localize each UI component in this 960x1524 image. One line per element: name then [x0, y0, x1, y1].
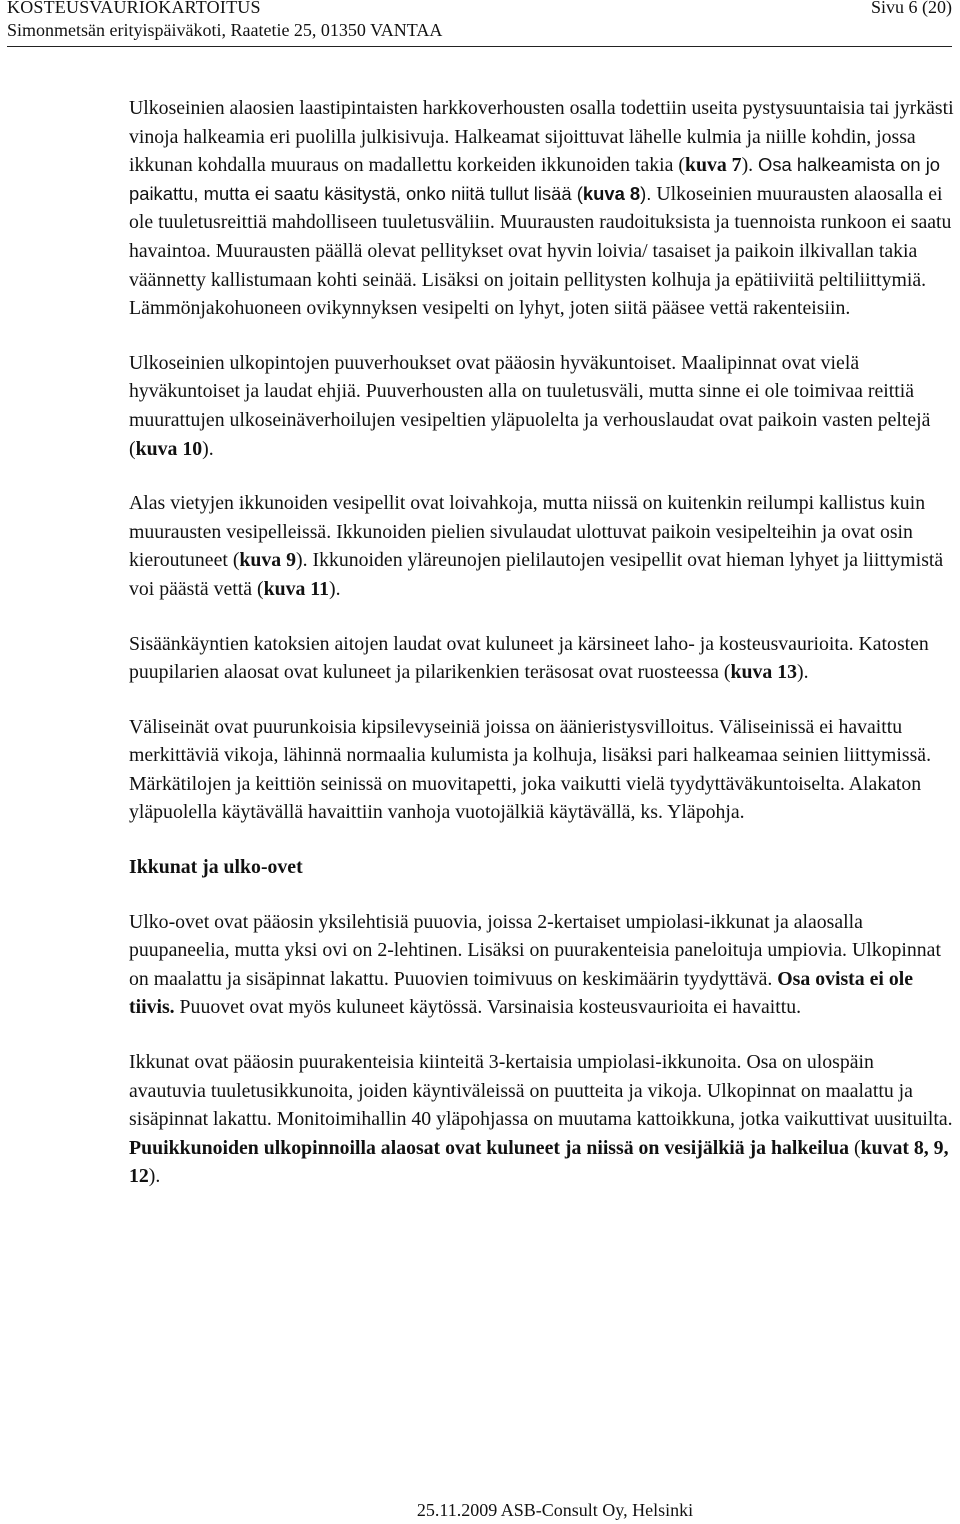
text-run: Ikkunat ovat pääosin puurakenteisia kiinteitä 3-kertaisia umpiolasi-ikkunoita. Osa on ulospäin avautuvia tuuletusikkunoita, joiden käyntiväleissä on puutteita ja vikoja. Ulkopinnat on maalattu ja sisäpinnat lakattu. Monitoimihallin 40 yläpohjassa on muutama kattoikkuna, jotka vaikuttivat uusituilta. [129, 1051, 953, 1131]
text-run: Sisäänkäyntien katoksien aitojen laudat ovat kuluneet ja kärsineet laho- ja kosteusvaurioita. Katosten puupilarien alaosat ovat kuluneet ja pilarikenkien teräsosat ovat ruosteessa ( [129, 632, 929, 684]
text-run: ). [148, 1165, 161, 1188]
text-run: kuva 11 [263, 577, 329, 600]
text-run: ( [849, 1136, 861, 1159]
text-run: kuvat 8, 9, 12 [129, 1136, 949, 1188]
text-run: Puuikkunoiden ulkopinnoilla alaosat ovat kuluneet ja niissä on vesijälkiä ja halkeilua [129, 1136, 850, 1159]
document-subtitle: Simonmetsän erityispäiväkoti, Raatetie 25, 01350 VANTAA [7, 20, 443, 40]
text-run: kuva 7 [684, 154, 742, 177]
text-run: Väliseinät ovat puurunkoisia kipsilevyseiniä joissa on äänieristysvilloitus. Väliseinissä ei havaittu merkittäviä vikoja, lähinnä normaalia kulumista ja kolhuja, lisäksi pari halkeamaa seinien liittymissä. Märkätilojen ja keittiön seinissä on muovitapetti, joka vaikutti vielä tyydyttäväkuntoiselta. Alakaton yläpuolella käytävällä havaittiin vanhoja vuotojälkiä käytävällä, ks. Yläpohja. [129, 715, 932, 824]
text-run: Osa halkeamista on jo paikattu, mutta ei saatu käsitystä, onko niitä tullut lisää ( [129, 154, 941, 204]
text-run: ). [741, 154, 759, 177]
text-run: Ulkoseinien muurausten alaosalla ei ole tuuletusreittiä mahdolliseen tuuletusväliin. Muurausten raudoituksista ja tuennoista runkoon ei saatu havaintoa. Muurausten päällä olevat pellitykset ovat hyvin loivia/ tasaiset ja paikoin ilkivallan takia väännetty kallistumaan kohti seinää. Lisäksi on joitain pellitysten kolhuja ja epätiiviitä peltiliittymiä. Lämmönjakohuoneen ovikynnyksen vesipelti on lyhyt, joten siitä pääsee vettä rakenteisiin. [129, 182, 952, 320]
paragraph [129, 94, 955, 323]
text-run: Ulkoseinien alaosien laastipintaisten harkkoverhousten osalla todettiin useita pystysuuntaisia tai jyrkästi vinoja halkeamia eri puolilla julkisivuja. Halkeamat sijoittuvat lähelle kulmia ja niille kohdin, jossa ikkunan kohdalla muuraus on madallettu korkeiden ikkunoiden takia ( [129, 97, 954, 177]
page-number: Sivu 6 (20) [871, 0, 952, 17]
text-run: kuva 8 [582, 182, 641, 204]
page-footer: 25.11.2009 ASB-Consult Oy, Helsinki [416, 1500, 694, 1520]
text-run: kuva 9 [239, 549, 297, 572]
page-header [7, 0, 952, 47]
text-run: ). [797, 661, 809, 684]
text-run: kuva 13 [730, 661, 797, 684]
section-heading [129, 853, 955, 882]
text-run: Ulko-ovet ovat pääosin yksilehtisiä puuovia, joissa 2-kertaiset umpiolasi-ikkunat ja alaosalla puupaneelia, mutta yksi ovi on 2-lehtinen. Lisäksi on puurakenteisia paneloituja umpiovia. Ulkopinnat on maalattu ja sisäpinnat lakattu. Puuovien toimivuus on keskimäärin tyydyttävä. [129, 910, 941, 990]
paragraph [129, 349, 955, 463]
paragraph [129, 489, 955, 603]
text-run: Ulkoseinien ulkopintojen puuverhoukset ovat pääosin hyväkuntoiset. Maalipinnat ovat vielä hyväkuntoiset ja laudat ehjiä. Puuverhousten alla on tuuletusväli, mutta sinne ei ole toimivaa reittiä muurattujen ulkoseinäverhoilujen vesipeltien yläpuolelta ja verhouslaudat ovat paikoin vasten peltejä ( [129, 351, 931, 460]
paragraph [129, 630, 955, 687]
text-run: ). Ikkunoiden yläreunojen pielilautojen vesipellit ovat hieman lyhyet ja liittymistä voi päästä vettä ( [129, 549, 944, 600]
text-run: ). [640, 182, 652, 204]
text-run: kuva 10 [135, 437, 203, 460]
paragraph [129, 1048, 955, 1191]
text-run: Osa ovista ei ole tiivis. [129, 967, 913, 1019]
paragraph [129, 908, 955, 1022]
document-body [129, 94, 955, 1191]
text-run: ). [202, 437, 214, 460]
text-run: ). [329, 577, 341, 600]
text-run: Ikkunat ja ulko-ovet [129, 856, 303, 879]
paragraph [129, 713, 955, 827]
text-run: Puuovet ovat myös kuluneet käytössä. Varsinaisia kosteusvaurioita ei havaittu. [174, 996, 802, 1019]
text-run: Alas vietyjen ikkunoiden vesipellit ovat loivahkoja, mutta niissä on kuitenkin reilumpi kallistus kuin muurausten vesipelleissä. Ikkunoiden pielien sivulaudat ulottuvat paikoin vesipelteihin ja ovat osin kieroutuneet ( [129, 492, 926, 572]
document-title: KOSTEUSVAURIOKARTOITUS [7, 0, 261, 17]
